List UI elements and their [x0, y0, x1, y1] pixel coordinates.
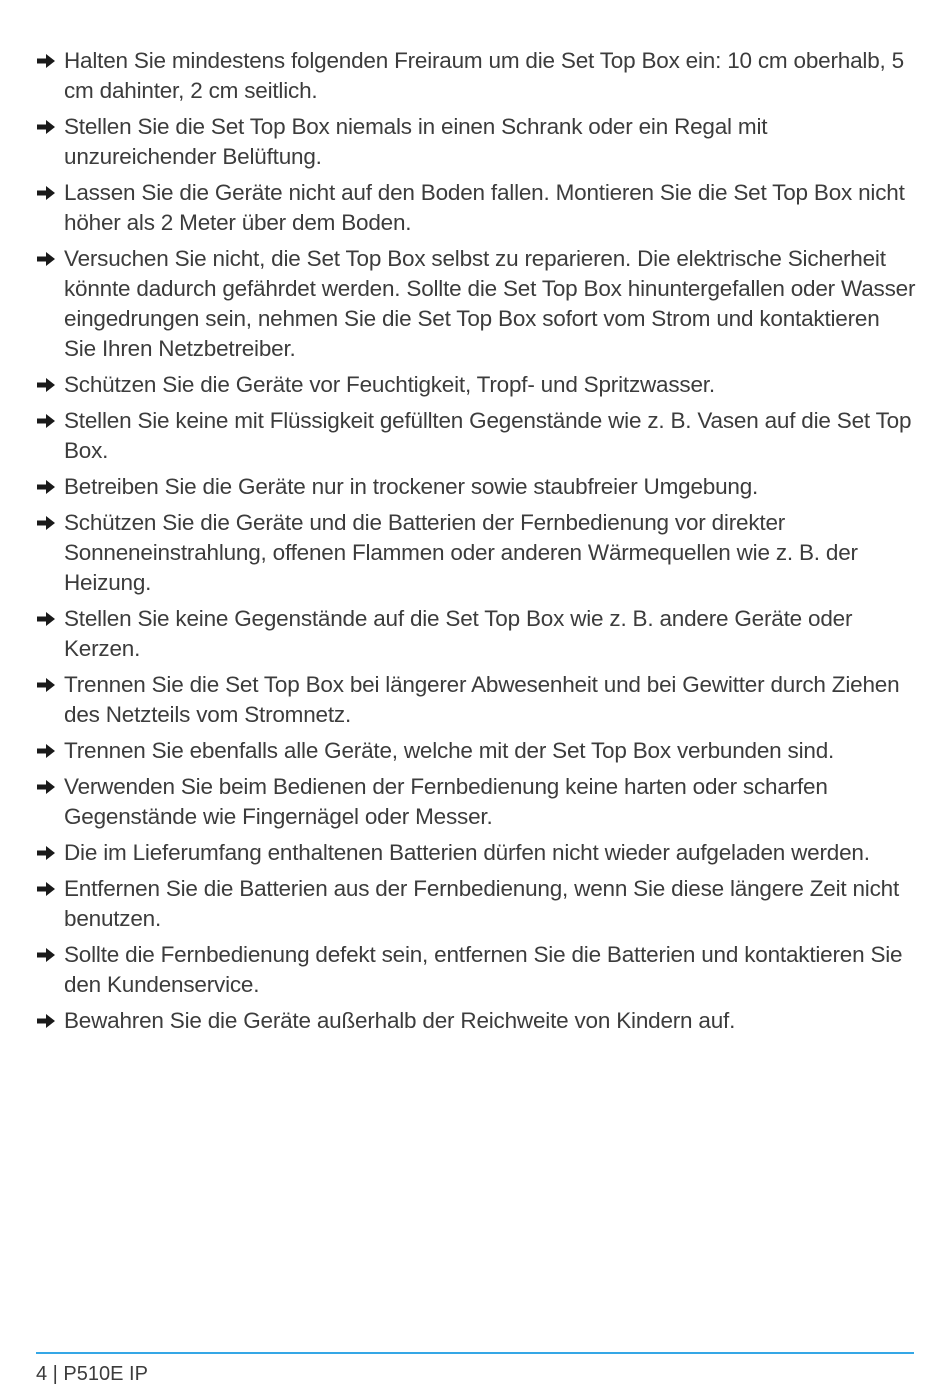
arrow-right-icon: [36, 178, 64, 208]
footer-divider: [36, 1352, 914, 1354]
list-item-text: Lassen Sie die Geräte nicht auf den Boden fallen. Montieren Sie die Set Top Box nicht höher als 2 Meter über dem Boden.: [64, 180, 905, 235]
arrow-right-icon: [36, 874, 64, 904]
list-item-text: Stellen Sie keine mit Flüssigkeit gefüllten Gegenstände wie z. B. Vasen auf die Set Top Box.: [64, 408, 912, 463]
list-item-text: Schützen Sie die Geräte vor Feuchtigkeit, Tropf- und Spritzwasser.: [64, 372, 715, 397]
list-item: [36, 874, 916, 934]
list-item-text: Die im Lieferumfang enthaltenen Batterien dürfen nicht wieder aufgeladen werden.: [64, 840, 870, 865]
list-item: [36, 772, 916, 832]
safety-instructions-list: [36, 46, 916, 1042]
list-item: [36, 736, 916, 766]
arrow-right-icon: [36, 1006, 64, 1036]
arrow-right-icon: [36, 472, 64, 502]
list-item-text: Schützen Sie die Geräte und die Batterien der Fernbedienung vor direkter Sonneneinstrahlung, offenen Flammen oder anderen Wärmequellen wie z. B. der Heizung.: [64, 510, 858, 595]
list-item-text: Stellen Sie keine Gegenstände auf die Set Top Box wie z. B. andere Geräte oder Kerzen.: [64, 606, 853, 661]
list-item: [36, 1006, 916, 1036]
page-footer-label: 4 | P510E IP: [36, 1363, 148, 1385]
list-item-text: Verwenden Sie beim Bedienen der Fernbedienung keine harten oder scharfen Gegenstände wie Fingernägel oder Messer.: [64, 774, 828, 829]
list-item: [36, 838, 916, 868]
arrow-right-icon: [36, 940, 64, 970]
arrow-right-icon: [36, 112, 64, 142]
arrow-right-icon: [36, 46, 64, 76]
arrow-right-icon: [36, 772, 64, 802]
list-item-text: Trennen Sie die Set Top Box bei längerer Abwesenheit und bei Gewitter durch Ziehen des Netzteils vom Stromnetz.: [64, 672, 900, 727]
list-item-text: Entfernen Sie die Batterien aus der Fernbedienung, wenn Sie diese längere Zeit nicht benutzen.: [64, 876, 899, 931]
arrow-right-icon: [36, 736, 64, 766]
arrow-right-icon: [36, 604, 64, 634]
list-item-text: Trennen Sie ebenfalls alle Geräte, welche mit der Set Top Box verbunden sind.: [64, 738, 835, 763]
arrow-right-icon: [36, 670, 64, 700]
list-item-text: Sollte die Fernbedienung defekt sein, entfernen Sie die Batterien und kontaktieren Sie den Kundenservice.: [64, 942, 903, 997]
list-item-text: Betreiben Sie die Geräte nur in trockener sowie staubfreier Umgebung.: [64, 474, 759, 499]
list-item: [36, 46, 916, 106]
list-item-text: Halten Sie mindestens folgenden Freiraum um die Set Top Box ein: 10 cm oberhalb, 5 cm dahinter, 2 cm seitlich.: [64, 48, 904, 103]
arrow-right-icon: [36, 508, 64, 538]
list-item: [36, 244, 916, 364]
list-item: [36, 508, 916, 598]
list-item: [36, 604, 916, 664]
list-item: [36, 472, 916, 502]
list-item: [36, 178, 916, 238]
list-item: [36, 370, 916, 400]
list-item-text: Versuchen Sie nicht, die Set Top Box selbst zu reparieren. Die elektrische Sicherheit könnte dadurch gefährdet werden. Sollte die Set Top Box hinuntergefallen oder Wasser eingedrungen sein, nehmen Sie die Set Top Box sofort vom Strom und kontaktieren Sie Ihren Netzbetreiber.: [64, 246, 916, 361]
arrow-right-icon: [36, 406, 64, 436]
list-item: [36, 670, 916, 730]
arrow-right-icon: [36, 370, 64, 400]
list-item-text: Bewahren Sie die Geräte außerhalb der Reichweite von Kindern auf.: [64, 1008, 736, 1033]
list-item-text: Stellen Sie die Set Top Box niemals in einen Schrank oder ein Regal mit unzureichender Belüftung.: [64, 114, 768, 169]
list-item: [36, 940, 916, 1000]
list-item: [36, 112, 916, 172]
arrow-right-icon: [36, 838, 64, 868]
list-item: [36, 406, 916, 466]
arrow-right-icon: [36, 244, 64, 274]
